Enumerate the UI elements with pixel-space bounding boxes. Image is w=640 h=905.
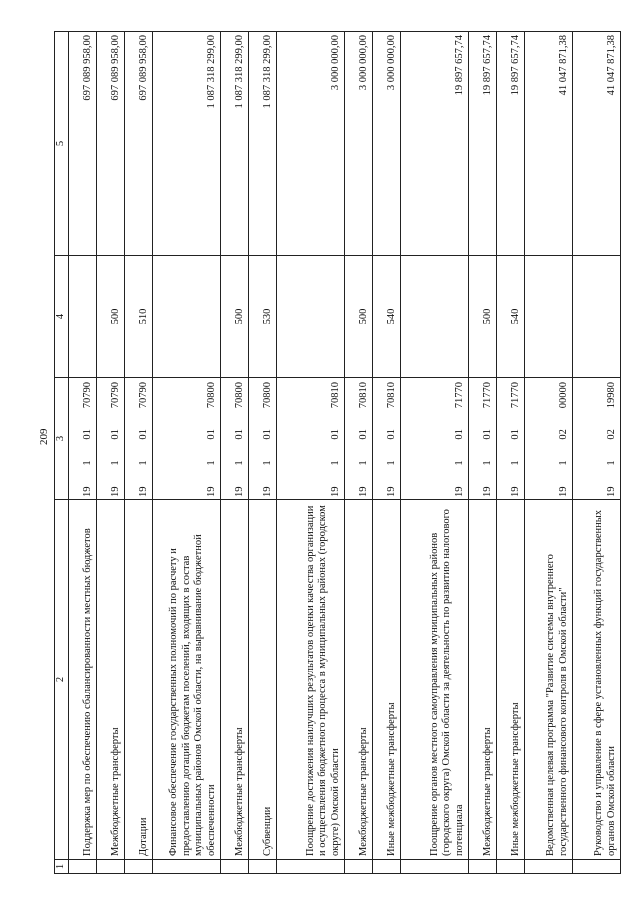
row-name: Межбюджетные трансферты [96,500,124,860]
code-g2: 1 [206,460,217,466]
code-g4: 71770 [510,382,521,409]
code-g1: 19 [358,486,369,497]
code-g1: 19 [110,486,121,497]
row-name: Поощрение достижения наилучших результатов оценки качества организации и осуществления бюджетного процесса в муниципальных районах (городском округе) Омской области [276,500,344,860]
table-row [400,32,468,874]
row-type-code: 540 [496,256,524,378]
row-code [468,378,496,500]
row-col-1 [400,860,468,874]
budget-table [54,31,621,874]
table-row [524,32,572,874]
table-row [344,32,372,874]
code-g1: 19 [606,486,617,497]
row-amount: 3 000 000,00 [344,32,372,256]
row-amount: 697 089 958,00 [68,32,96,256]
row-amount: 1 087 318 299,00 [220,32,248,256]
row-name: Межбюджетные трансферты [468,500,496,860]
row-name: Руководство и управление в сфере установленных функций государственных органов Омской области [572,500,620,860]
row-name: Субвенции [248,500,276,860]
row-type-code: 500 [96,256,124,378]
row-code [524,378,572,500]
code-g4: 70810 [386,382,397,409]
code-g2: 1 [386,460,397,466]
table-row [152,32,220,874]
row-code [152,378,220,500]
code-g2: 1 [558,460,569,466]
row-col-1 [344,860,372,874]
header-col-5: 5 [55,32,69,256]
row-col-1 [524,860,572,874]
code-g3: 01 [110,429,121,440]
row-name: Поддержка мер по обеспечению сбалансированности местных бюджетов [68,500,96,860]
code-g3: 01 [454,429,465,440]
table-row [248,32,276,874]
code-g2: 1 [138,460,149,466]
code-g2: 1 [606,460,617,466]
code-g4: 71770 [482,382,493,409]
row-type-code: 500 [220,256,248,378]
row-type-code [152,256,220,378]
code-parts [606,380,619,497]
code-g1: 19 [234,486,245,497]
code-parts [82,380,95,497]
code-parts [262,380,275,497]
row-type-code [276,256,344,378]
row-amount: 19 897 657,74 [400,32,468,256]
code-g3: 02 [606,429,617,440]
code-g4: 00000 [558,382,569,409]
code-g4: 71770 [454,382,465,409]
row-col-1 [220,860,248,874]
code-g2: 1 [234,460,245,466]
row-type-code: 500 [344,256,372,378]
code-g3: 01 [234,429,245,440]
code-g3: 01 [358,429,369,440]
row-col-1 [372,860,400,874]
row-type-code [68,256,96,378]
code-parts [386,380,399,497]
code-g4: 70800 [234,382,245,409]
row-code [96,378,124,500]
table-row [276,32,344,874]
code-g2: 1 [454,460,465,466]
code-g2: 1 [110,460,121,466]
row-name: Межбюджетные трансферты [220,500,248,860]
row-code [372,378,400,500]
table-row [372,32,400,874]
code-parts [510,380,523,497]
row-amount: 697 089 958,00 [124,32,152,256]
row-name: Иные межбюджетные трансферты [372,500,400,860]
code-g1: 19 [330,486,341,497]
code-g1: 19 [82,486,93,497]
code-g4: 70800 [206,382,217,409]
code-parts [482,380,495,497]
table-row [68,32,96,874]
code-parts [558,380,571,497]
code-g4: 70800 [262,382,273,409]
code-g3: 01 [510,429,521,440]
code-g3: 01 [482,429,493,440]
code-g3: 02 [558,429,569,440]
row-type-code: 510 [124,256,152,378]
row-amount: 19 897 657,74 [468,32,496,256]
code-g4: 70790 [110,382,121,409]
row-col-1 [68,860,96,874]
row-col-1 [468,860,496,874]
header-row [55,32,69,874]
code-g2: 1 [330,460,341,466]
code-parts [330,380,343,497]
code-parts [234,380,247,497]
code-g1: 19 [510,486,521,497]
row-col-1 [276,860,344,874]
row-code [248,378,276,500]
code-g1: 19 [386,486,397,497]
table-row [496,32,524,874]
code-g1: 19 [138,486,149,497]
row-code [572,378,620,500]
code-g3: 01 [386,429,397,440]
row-amount: 19 897 657,74 [496,32,524,256]
row-code [220,378,248,500]
row-col-1 [248,860,276,874]
code-g4: 19980 [606,382,617,409]
header-col-1: 1 [55,860,69,874]
row-name: Межбюджетные трансферты [344,500,372,860]
code-g1: 19 [206,486,217,497]
table-row [220,32,248,874]
code-g4: 70790 [82,382,93,409]
row-name: Ведомственная целевая программа "Развитие системы внутреннего государственного финансового контроля в Омской области" [524,500,572,860]
row-type-code: 530 [248,256,276,378]
row-name: Поощрение органов местного самоуправления муниципальных районов (городского округа) Омской области за деятельность по развитию налогового потенциала [400,500,468,860]
code-g3: 01 [262,429,273,440]
table-row [468,32,496,874]
row-col-1 [152,860,220,874]
row-amount: 41 047 871,38 [524,32,572,256]
code-g4: 70790 [138,382,149,409]
row-type-code [572,256,620,378]
code-parts [454,380,467,497]
code-g1: 19 [454,486,465,497]
code-parts [206,380,219,497]
row-name: Иные межбюджетные трансферты [496,500,524,860]
row-col-1 [96,860,124,874]
code-g4: 70810 [330,382,341,409]
row-amount: 3 000 000,00 [372,32,400,256]
code-g2: 1 [262,460,273,466]
code-g1: 19 [482,486,493,497]
code-parts [110,380,123,497]
page-number: 209 [38,428,50,445]
code-g2: 1 [510,460,521,466]
code-g4: 70810 [358,382,369,409]
table-row [572,32,620,874]
row-type-code: 500 [468,256,496,378]
row-amount: 697 089 958,00 [96,32,124,256]
row-amount: 1 087 318 299,00 [248,32,276,256]
code-g3: 01 [206,429,217,440]
row-code [68,378,96,500]
row-code [496,378,524,500]
row-type-code: 540 [372,256,400,378]
code-g3: 01 [82,429,93,440]
code-parts [138,380,151,497]
code-g1: 19 [558,486,569,497]
row-amount: 1 087 318 299,00 [152,32,220,256]
row-col-1 [496,860,524,874]
row-type-code [524,256,572,378]
row-type-code [400,256,468,378]
row-col-1 [124,860,152,874]
code-parts [358,380,371,497]
code-g2: 1 [358,460,369,466]
row-code [400,378,468,500]
code-g3: 01 [330,429,341,440]
row-name: Финансовое обеспечение государственных полномочий по расчету и предоставлению дотаций бюджетам поселений, входящих в состав муниципальных районов Омской области, на выравнивание бюджетной обеспеченности [152,500,220,860]
header-col-2: 2 [55,500,69,860]
row-name: Дотации [124,500,152,860]
row-code [124,378,152,500]
table-row [96,32,124,874]
code-g2: 1 [82,460,93,466]
row-col-1 [572,860,620,874]
row-code [276,378,344,500]
table-row [124,32,152,874]
code-g1: 19 [262,486,273,497]
row-amount: 3 000 000,00 [276,32,344,256]
row-code [344,378,372,500]
code-g3: 01 [138,429,149,440]
budget-table-container [54,32,621,874]
header-col-3: 3 [55,378,69,500]
row-amount: 41 047 871,38 [572,32,620,256]
header-col-4: 4 [55,256,69,378]
code-g2: 1 [482,460,493,466]
